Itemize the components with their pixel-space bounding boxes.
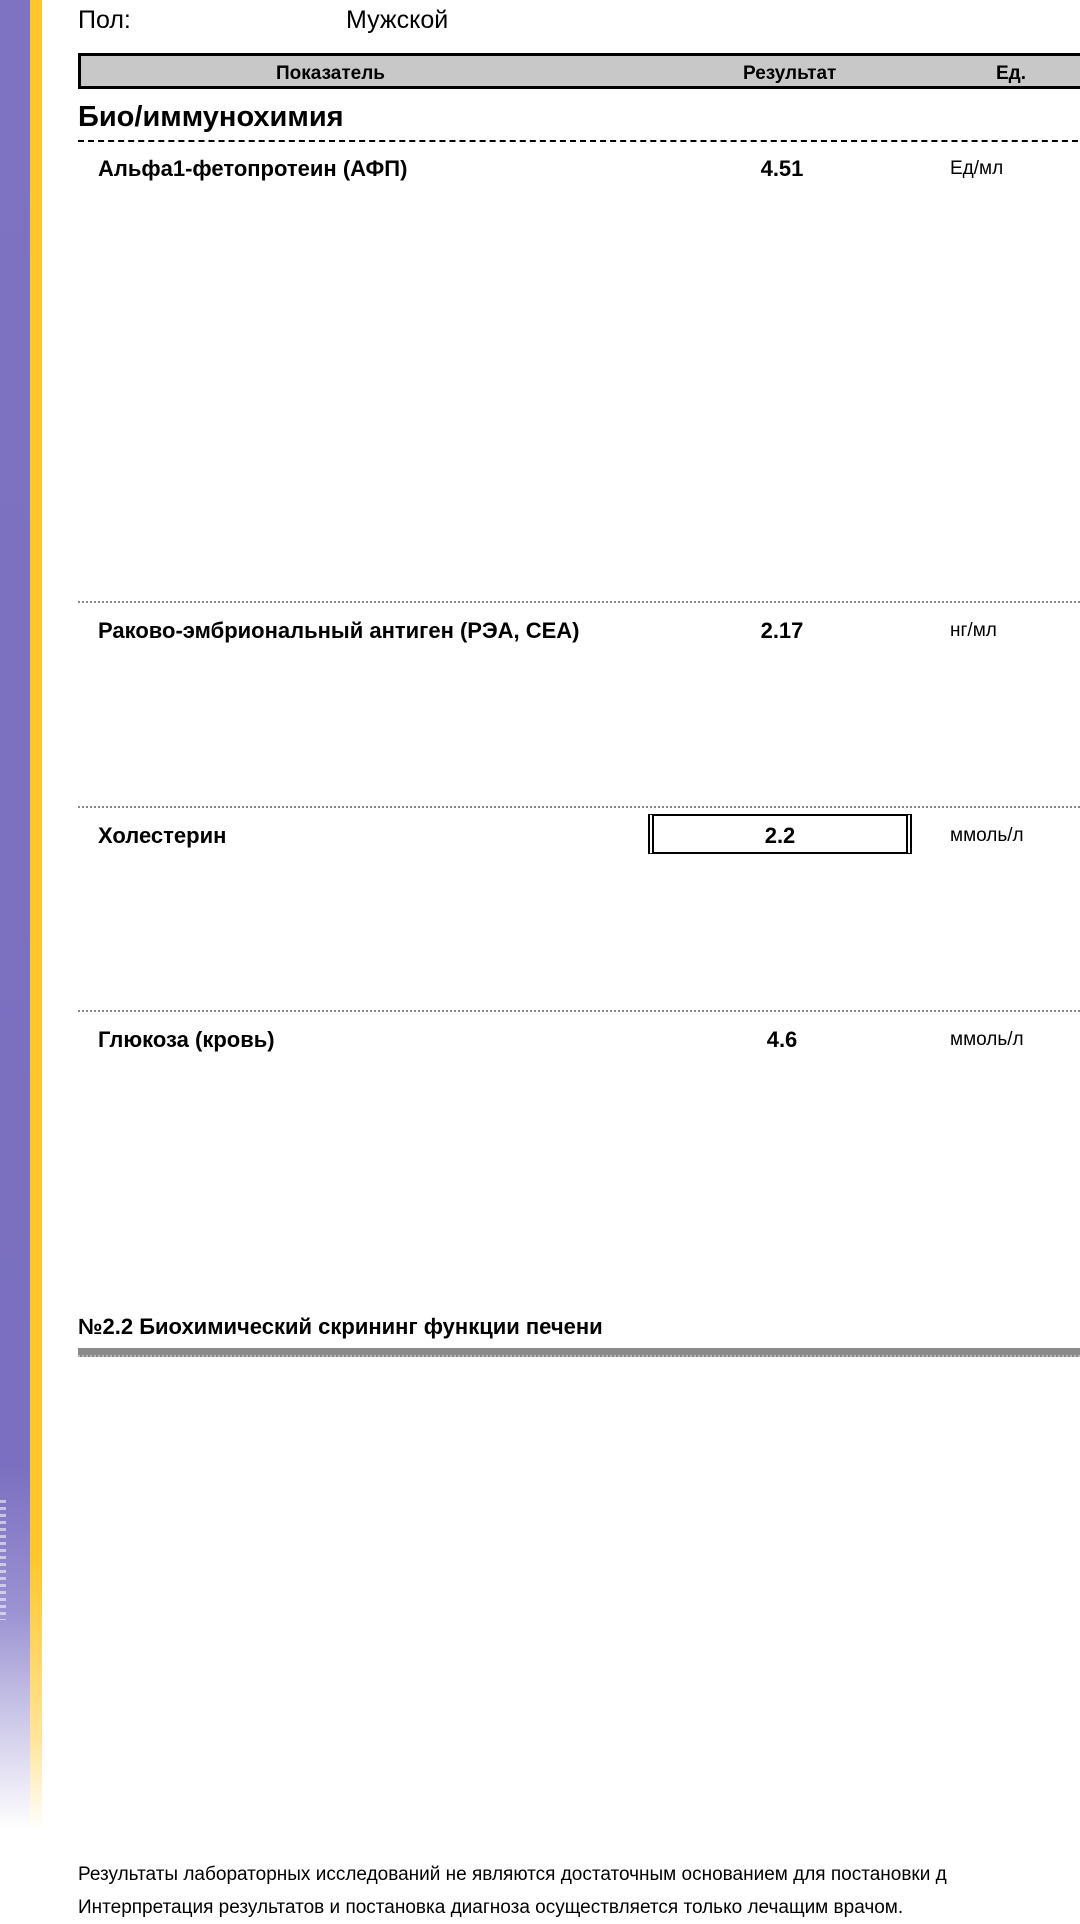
result-row-unit: ммоль/л	[950, 825, 1024, 846]
header-parameter: Показатель	[276, 63, 385, 84]
section-divider	[78, 140, 1080, 142]
subsection-title: №2.2 Биохимический скрининг функции печени	[78, 1314, 603, 1339]
disclaimer-line-2: Интерпретация результатов и постановка диагноза осуществляется только лечащим врачом.	[78, 1897, 904, 1918]
result-row-unit: нг/мл	[950, 620, 997, 641]
header-result: Результат	[743, 63, 837, 84]
patient-sex-value: Мужской	[346, 6, 449, 34]
row-separator	[78, 601, 1080, 603]
side-stripe-yellow	[30, 0, 42, 1830]
result-row-name: Раково-эмбриональный антиген (РЭА, CEA)	[98, 618, 580, 643]
section-title: Био/иммунохимия	[78, 101, 344, 133]
result-row-value: 4.51	[760, 156, 804, 181]
header-unit: Ед.	[996, 63, 1027, 84]
result-row-name: Альфа1-фетопротеин (АФП)	[98, 156, 408, 181]
result-row-value-flagged: 2.2	[648, 814, 912, 854]
result-row-value: 2.17	[760, 618, 804, 643]
result-row-unit: Ед/мл	[950, 158, 1004, 179]
disclaimer-footer	[78, 1858, 1080, 1924]
row-separator	[78, 806, 1080, 808]
result-row-name: Холестерин	[98, 823, 227, 848]
result-row-value: 4.6	[766, 1027, 798, 1052]
row-separator	[78, 1010, 1080, 1012]
subsection-divider	[78, 1348, 1080, 1357]
patient-sex-label: Пол:	[78, 6, 131, 34]
result-row-unit: ммоль/л	[950, 1029, 1024, 1050]
side-stripe-mark	[0, 1500, 6, 1620]
disclaimer-line-1: Результаты лабораторных исследований не являются достаточным основанием для постановки д	[78, 1864, 947, 1885]
result-row-name: Глюкоза (кровь)	[98, 1027, 275, 1052]
results-table-header	[78, 53, 1080, 89]
